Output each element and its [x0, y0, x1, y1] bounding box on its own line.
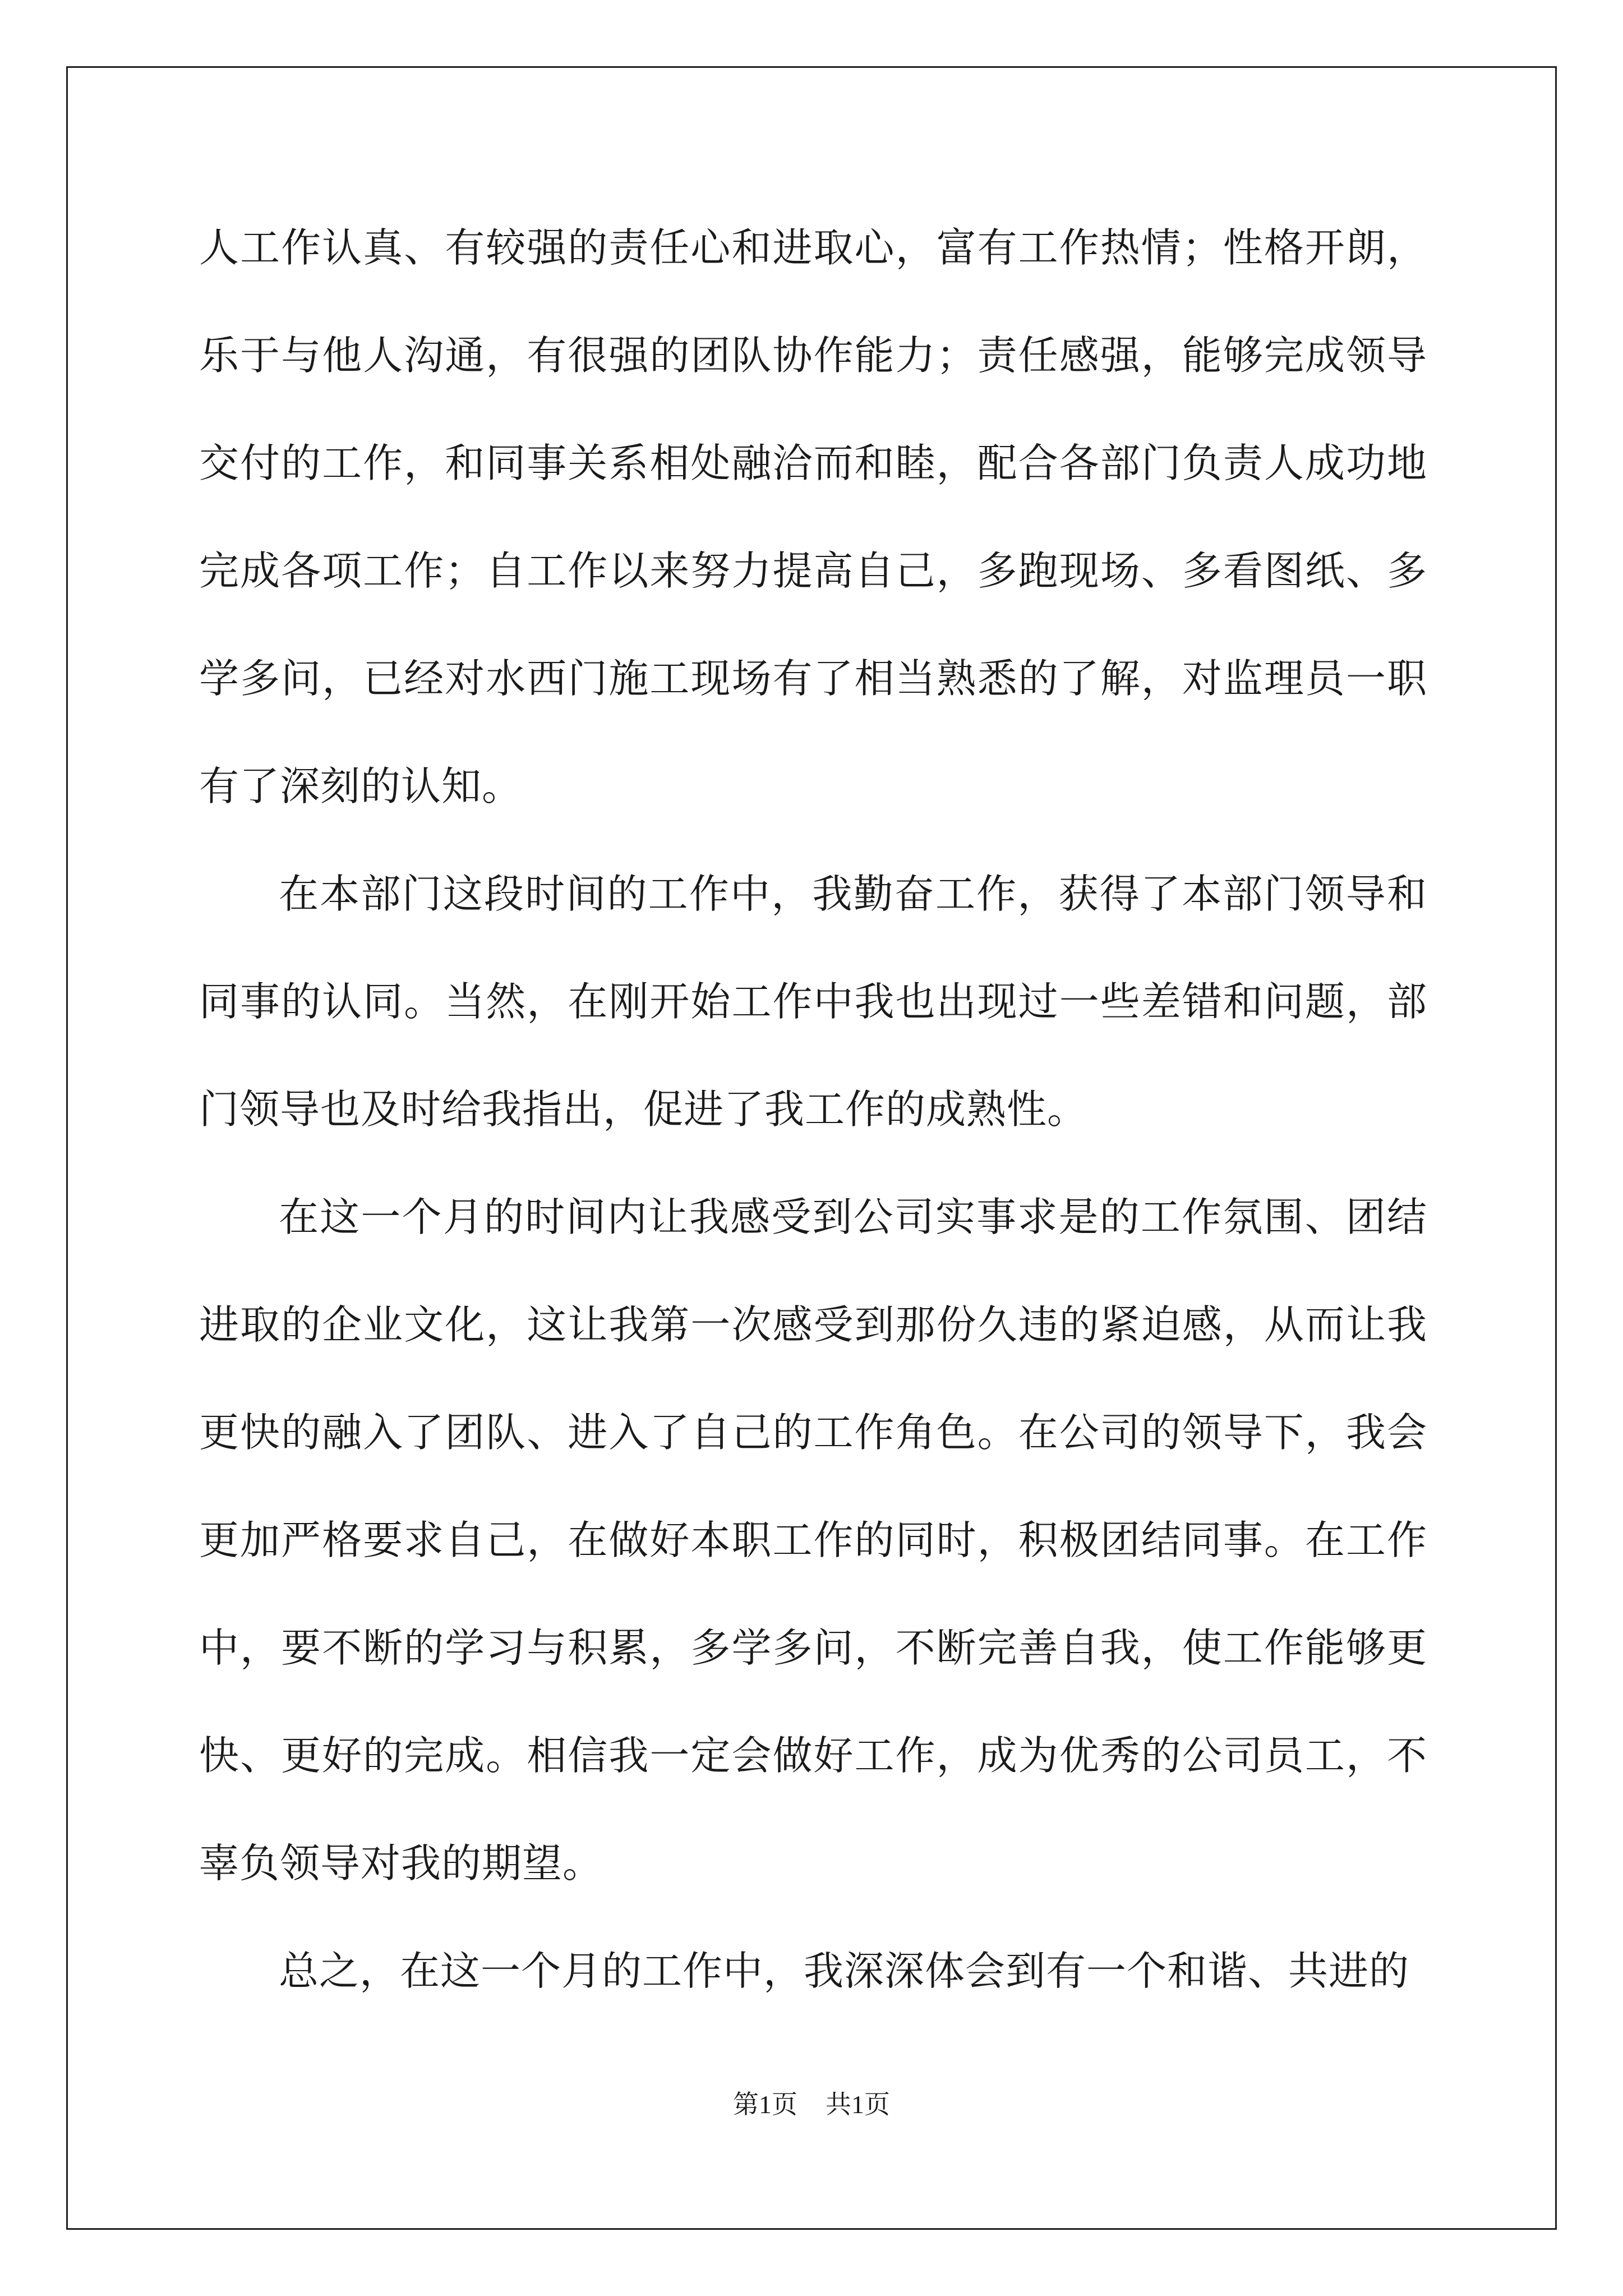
paragraph-1: 人工作认真、有较强的责任心和进取心，富有工作热情；性格开朗，乐于与他人沟通，有很强的团队协作能力；责任感强，能够完成领导交付的工作，和同事关系相处融洽而和睦，配合各部门负责人成功地完成各项工作；自工作以来努力提高自己，多跑现场、多看图纸、多学多问，已经对水西门施工现场有了相当熟悉的了解，对监理员一职有了深刻的认知。 — [199, 224, 1427, 809]
paragraph-3: 在这一个月的时间内让我感受到公司实事求是的工作氛围、团结进取的企业文化，这让我第一次感受到那份久违的紧迫感，从而让我更快的融入了团队、进入了自己的工作角色。在公司的领导下，我会更加严格要求自己，在做好本职工作的同时，积极团结同事。在工作中，要不断的学习与积累，多学多问，不断完善自我，使工作能够更快、更好的完成。相信我一定会做好工作，成为优秀的公司员工，不辜负领导对我的期望。 — [199, 1194, 1427, 1887]
page-total: 共1页 — [826, 2090, 890, 2119]
page-footer — [0, 2088, 1623, 2122]
paragraph-4: 总之，在这一个月的工作中，我深深体会到有一个和谐、共进的 — [279, 1948, 1410, 1994]
document-body — [199, 194, 1427, 2025]
page-number: 第1页 — [733, 2090, 797, 2119]
paragraph-2: 在本部门这段时间的工作中，我勤奋工作，获得了本部门领导和同事的认同。当然，在刚开始工作中我也出现过一些差错和问题，部门领导也及时给我指出，促进了我工作的成熟性。 — [199, 871, 1427, 1133]
